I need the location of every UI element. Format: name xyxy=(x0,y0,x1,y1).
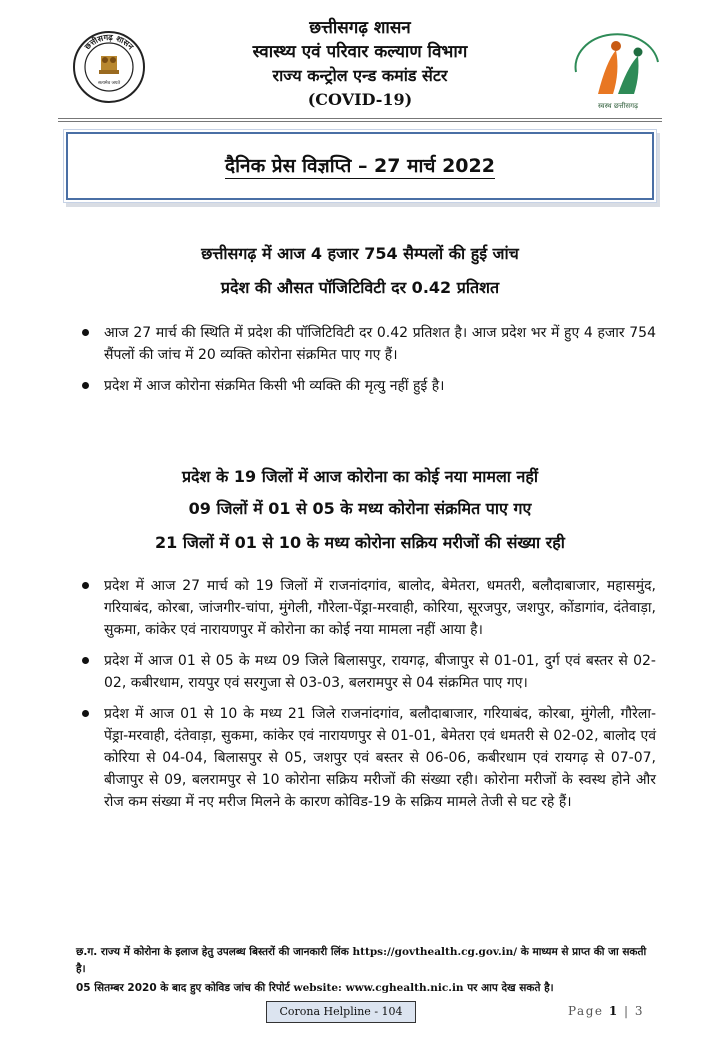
headline-positivity: प्रदेश की औसत पॉजिटिविटी दर 0.42 प्रतिशत xyxy=(220,278,500,297)
header-text xyxy=(180,16,540,112)
district-bullet-list xyxy=(104,575,656,822)
list-item: आज 27 मार्च की स्थिति में प्रदेश की पॉजिटिविटी दर 0.42 प्रतिशत है। आज प्रदेश भर में हुए 4 हजार 754 सैंपलों की जांच में 20 व्यक्ति कोरोना संक्रमित पाए गए हैं। xyxy=(104,322,656,366)
bullet-icon xyxy=(82,657,89,664)
covid-label: (COVID-19) xyxy=(307,90,413,109)
helpline-box: Corona Helpline - 104 xyxy=(266,1001,416,1023)
seal-text: छत्तीसगढ़ शासन xyxy=(82,32,136,52)
bullet-icon xyxy=(82,582,89,589)
government-seal-icon xyxy=(72,30,146,104)
letterhead xyxy=(0,12,720,112)
footer-beds-info: छ.ग. राज्य में कोरोना के इलाज हेतु उपलब्ध बिस्तरों की जानकारी लिंक https://govthealth.cg.gov.in/ के माध्यम से प्राप्त की जा सकती है। xyxy=(76,946,647,975)
right-logo-text: स्वस्थ छत्तीसगढ़ xyxy=(597,102,639,110)
bullet-icon xyxy=(82,382,89,389)
page-number: Page 1 | 3 xyxy=(568,1004,645,1018)
headline-active-cases: 21 जिलों में 01 से 10 के मध्य कोरोना सक्रिय मरीजों की संख्या रही xyxy=(155,533,565,552)
headline-samples: छत्तीसगढ़ में आज 4 हजार 754 सैम्पलों की हुई जांच xyxy=(201,244,519,263)
department-name: स्वास्थ्य एवं परिवार कल्याण विभाग xyxy=(252,42,468,62)
header-divider-2 xyxy=(58,121,662,122)
headline-no-new-cases: प्रदेश के 19 जिलों में आज कोरोना का कोई नया मामला नहीं xyxy=(181,467,539,486)
title-box xyxy=(66,132,654,200)
summary-bullet-list xyxy=(104,322,656,406)
list-item: प्रदेश में आज कोरोना संक्रमित किसी भी व्यक्ति की मृत्यु नहीं हुई है। xyxy=(104,375,656,397)
beds-info-link[interactable]: https://govthealth.cg.gov.in/ xyxy=(352,946,518,958)
center-name: राज्य कन्ट्रोल एन्ड कमांड सेंटर xyxy=(272,66,448,85)
list-item: प्रदेश में आज 01 से 05 के मध्य 09 जिले बिलासपुर, रायगढ़, बीजापुर से 01-01, दुर्ग एवं बस्तर से 02-02, कबीरधाम, रायपुर एवं सरगुजा से 03-03, बलरामपुर से 04 संक्रमित पाए गए। xyxy=(104,650,656,694)
bullet-icon xyxy=(82,329,89,336)
bullet-icon xyxy=(82,710,89,717)
press-release-title: दैनिक प्रेस विज्ञप्ति – 27 मार्च 2022 xyxy=(225,155,495,177)
list-item: प्रदेश में आज 27 मार्च को 19 जिलों में राजनांदगांव, बालोद, बेमेतरा, धमतरी, बलौदाबाजार, महासमुंद, गरियाबंद, कोरबा, जांजगीर-चांपा, मुंगेली, गौरेला-पेंड्रा-मरवाही, कोरिया, सूरजपुर, जशपुर, कोंडागांव, दंतेवाड़ा, सुकमा, कांकेर एवं नारायणपुर में कोरोना का कोई नया मामला नहीं आया है। xyxy=(104,575,656,641)
header-divider xyxy=(58,118,662,119)
list-item: प्रदेश में आज 01 से 10 के मध्य 21 जिले राजनांदगांव, बलौदाबाजार, गरियाबंद, कोरबा, मुंगेली, गौरेला-पेंड्रा-मरवाही, दंतेवाड़ा, सुकमा, कांकेर एवं नारायणपुर से 01-01, बेमेतरा एवं धमतरी से 02-02, बालोद एवं कोरिया से 04-04, बिलासपुर से 05, जशपुर एवं बस्तर से 06-06, कबीरधाम एवं रायगढ़ से 07-07, बीजापुर से 09, बलरामपुर से 10 कोरोना सक्रिय मरीजों की संख्या रही। कोरोना मरीजों के स्वस्थ होने और रोज कम संख्या में नए मरीज मिलने के कारण कोविड-19 के सक्रिय मामले तेजी से घट रहे हैं। xyxy=(104,703,656,813)
footer-report-info: 05 सितम्बर 2020 के बाद हुए कोविड जांच की रिपोर्ट website: www.cghealth.nic.in पर आप देख सकते है। xyxy=(76,982,554,994)
headline-infected-range: 09 जिलों में 01 से 05 के मध्य कोरोना संक्रमित पाए गए xyxy=(188,499,532,518)
govt-name: छत्तीसगढ़ शासन xyxy=(309,18,411,38)
seal-motto: सत्यमेव जयते xyxy=(97,81,121,86)
report-website-link[interactable]: website: www.cghealth.nic.in xyxy=(293,982,464,994)
swasth-chhattisgarh-logo-icon xyxy=(568,32,668,112)
